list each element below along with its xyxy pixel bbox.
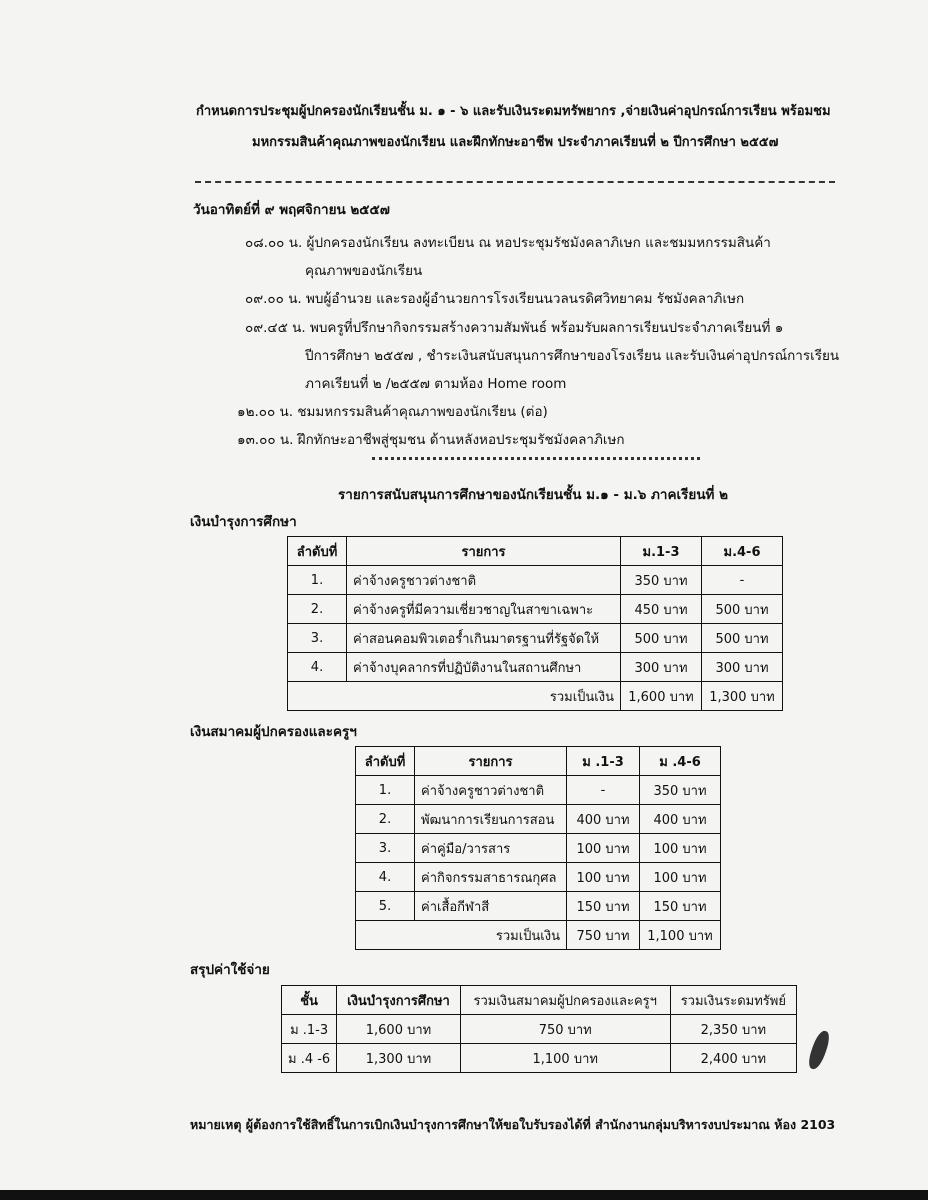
table-total-row bbox=[288, 682, 783, 711]
scan-edge bbox=[0, 1190, 928, 1200]
cell-no: 3. bbox=[356, 834, 415, 863]
total-m46: 1,300 บาท bbox=[702, 682, 783, 711]
cell-no: 2. bbox=[288, 595, 347, 624]
schedule-date: วันอาทิตย์ที่ ๙ พฤศจิกายน ๒๕๕๗ bbox=[193, 202, 390, 218]
col-header-total: รวมเงินระดมทรัพย์ bbox=[670, 986, 796, 1015]
header-line-1: กำหนดการประชุมผู้ปกครองนักเรียนชั้น ม. ๑ - ๖ และรับเงินระดมทรัพยากร ,จ่ายเงินค่าอุปกรณ์การเรียน พร้อมชม bbox=[196, 104, 831, 119]
table-row bbox=[356, 805, 721, 834]
cell-no: 4. bbox=[288, 653, 347, 682]
total-label: รวมเป็นเงิน bbox=[288, 682, 621, 711]
cell-m46: 500 บาท bbox=[702, 624, 783, 653]
schedule-item-1-cont: คุณภาพของนักเรียน bbox=[305, 263, 423, 279]
table-row bbox=[356, 776, 721, 805]
summary-table bbox=[281, 985, 797, 1073]
cell-association: 1,100 บาท bbox=[460, 1044, 670, 1073]
cell-item: ค่าจ้างบุคลากรที่ปฏิบัติงานในสถานศึกษา bbox=[347, 653, 621, 682]
cell-item: พัฒนาการเรียนการสอน bbox=[415, 805, 567, 834]
table-row bbox=[282, 1015, 797, 1044]
cell-m13: 300 บาท bbox=[621, 653, 702, 682]
table-row bbox=[356, 892, 721, 921]
parent-association-table bbox=[355, 746, 721, 950]
cell-m13: 450 บาท bbox=[621, 595, 702, 624]
cell-no: 2. bbox=[356, 805, 415, 834]
col-header-m13: ม.1-3 bbox=[621, 537, 702, 566]
col-header-no: ลำดับที่ bbox=[288, 537, 347, 566]
divider-dashed bbox=[195, 181, 835, 183]
cell-m46: - bbox=[702, 566, 783, 595]
col-header-item: รายการ bbox=[415, 747, 567, 776]
support-title: รายการสนับสนุนการศึกษาของนักเรียนชั้น ม.๑ - ม.๖ ภาคเรียนที่ ๒ bbox=[338, 487, 729, 503]
cell-m46: 500 บาท bbox=[702, 595, 783, 624]
total-m13: 1,600 บาท bbox=[621, 682, 702, 711]
divider-stars bbox=[372, 457, 700, 460]
schedule-item-3-cont2: ภาคเรียนที่ ๒ /๒๕๕๗ ตามห้อง Home room bbox=[305, 376, 567, 392]
cell-item: ค่าสอนคอมพิวเตอร์ำเกินมาตรฐานที่รัฐจัดให้ bbox=[347, 624, 621, 653]
cell-item: ค่าเสื้อกีฬาสี bbox=[415, 892, 567, 921]
cell-no: 4. bbox=[356, 863, 415, 892]
cell-item: ค่าจ้างครูชาวต่างชาติ bbox=[347, 566, 621, 595]
cell-m46: 350 บาท bbox=[640, 776, 721, 805]
cell-total: 2,400 บาท bbox=[670, 1044, 796, 1073]
cell-m13: 350 บาท bbox=[621, 566, 702, 595]
table-row bbox=[356, 834, 721, 863]
cell-m13: - bbox=[567, 776, 640, 805]
schedule-item-3: ๐๙.๔๕ น. พบครูที่ปรึกษากิจกรรมสร้างความสัมพันธ์ พร้อมรับผลการเรียนประจำภาคเรียนที่ ๑ bbox=[245, 320, 784, 336]
cell-no: 5. bbox=[356, 892, 415, 921]
schedule-item-1: ๐๘.๐๐ น. ผู้ปกครองนักเรียน ลงทะเบียน ณ หอประชุมรัชมังคลาภิเษก และชมมหกรรมสินค้า bbox=[245, 235, 771, 251]
cell-m13: 100 บาท bbox=[567, 834, 640, 863]
cell-no: 3. bbox=[288, 624, 347, 653]
cell-m13: 500 บาท bbox=[621, 624, 702, 653]
cell-no: 1. bbox=[288, 566, 347, 595]
table-row bbox=[356, 863, 721, 892]
cell-m46: 100 บาท bbox=[640, 863, 721, 892]
footnote: หมายเหตุ ผู้ต้องการใช้สิทธิ์ในการเบิกเงินบำรุงการศึกษาให้ขอใบรับรองได้ที่ สำนักงานกลุ่มบริหารงบประมาณ ห้อง 2103 bbox=[190, 1117, 836, 1132]
col-header-m46: ม .4-6 bbox=[640, 747, 721, 776]
col-header-item: รายการ bbox=[347, 537, 621, 566]
cell-m46: 100 บาท bbox=[640, 834, 721, 863]
cell-education-fee: 1,300 บาท bbox=[337, 1044, 461, 1073]
table-row bbox=[282, 1044, 797, 1073]
cell-grade: ม .4 -6 bbox=[282, 1044, 337, 1073]
cell-item: ค่าจ้างครูที่มีความเชี่ยวชาญในสาขาเฉพาะ bbox=[347, 595, 621, 624]
education-fee-table bbox=[287, 536, 783, 711]
scan-smudge bbox=[806, 1029, 832, 1071]
table-row bbox=[288, 566, 783, 595]
cell-m46: 150 บาท bbox=[640, 892, 721, 921]
cell-grade: ม .1-3 bbox=[282, 1015, 337, 1044]
table1-caption: เงินบำรุงการศึกษา bbox=[190, 514, 297, 530]
col-header-education-fee: เงินบำรุงการศึกษา bbox=[337, 986, 461, 1015]
total-m13: 750 บาท bbox=[567, 921, 640, 950]
table-row bbox=[288, 624, 783, 653]
cell-no: 1. bbox=[356, 776, 415, 805]
cell-education-fee: 1,600 บาท bbox=[337, 1015, 461, 1044]
cell-total: 2,350 บาท bbox=[670, 1015, 796, 1044]
col-header-no: ลำดับที่ bbox=[356, 747, 415, 776]
cell-m46: 300 บาท bbox=[702, 653, 783, 682]
table-total-row bbox=[356, 921, 721, 950]
cell-m13: 150 บาท bbox=[567, 892, 640, 921]
schedule-item-3-cont: ปีการศึกษา ๒๕๕๗ , ชำระเงินสนับสนุนการศึกษาของโรงเรียน และรับเงินค่าอุปกรณ์การเรียน bbox=[305, 348, 840, 364]
cell-association: 750 บาท bbox=[460, 1015, 670, 1044]
cell-item: ค่าคู่มือ/วารสาร bbox=[415, 834, 567, 863]
col-header-grade: ชั้น bbox=[282, 986, 337, 1015]
cell-item: ค่ากิจกรรมสาธารณกุศล bbox=[415, 863, 567, 892]
schedule-item-2: ๐๙.๐๐ น. พบผู้อำนวย และรองผู้อำนวยการโรงเรียนนวลนรดิศวิทยาคม รัชมังคลาภิเษก bbox=[245, 291, 745, 307]
table-row bbox=[288, 653, 783, 682]
total-label: รวมเป็นเงิน bbox=[356, 921, 567, 950]
table3-caption: สรุปค่าใช้จ่าย bbox=[190, 962, 270, 978]
table2-caption: เงินสมาคมผู้ปกครองและครูฯ bbox=[190, 724, 357, 740]
col-header-m46: ม.4-6 bbox=[702, 537, 783, 566]
schedule-item-5: ๑๓.๐๐ น. ฝึกทักษะอาชีพสู่ชุมชน ด้านหลังหอประชุมรัชมังคลาภิเษก bbox=[237, 432, 625, 448]
header-line-2: มหกรรมสินค้าคุณภาพของนักเรียน และฝึกทักษะอาชีพ ประจำภาคเรียนที่ ๒ ปีการศึกษา ๒๕๕๗ bbox=[252, 135, 779, 150]
table-row bbox=[288, 595, 783, 624]
cell-m13: 400 บาท bbox=[567, 805, 640, 834]
cell-item: ค่าจ้างครูชาวต่างชาติ bbox=[415, 776, 567, 805]
cell-m13: 100 บาท bbox=[567, 863, 640, 892]
schedule-item-4: ๑๒.๐๐ น. ชมมหกรรมสินค้าคุณภาพของนักเรียน (ต่อ) bbox=[237, 404, 548, 420]
cell-m46: 400 บาท bbox=[640, 805, 721, 834]
col-header-association: รวมเงินสมาคมผู้ปกครองและครูฯ bbox=[460, 986, 670, 1015]
col-header-m13: ม .1-3 bbox=[567, 747, 640, 776]
total-m46: 1,100 บาท bbox=[640, 921, 721, 950]
